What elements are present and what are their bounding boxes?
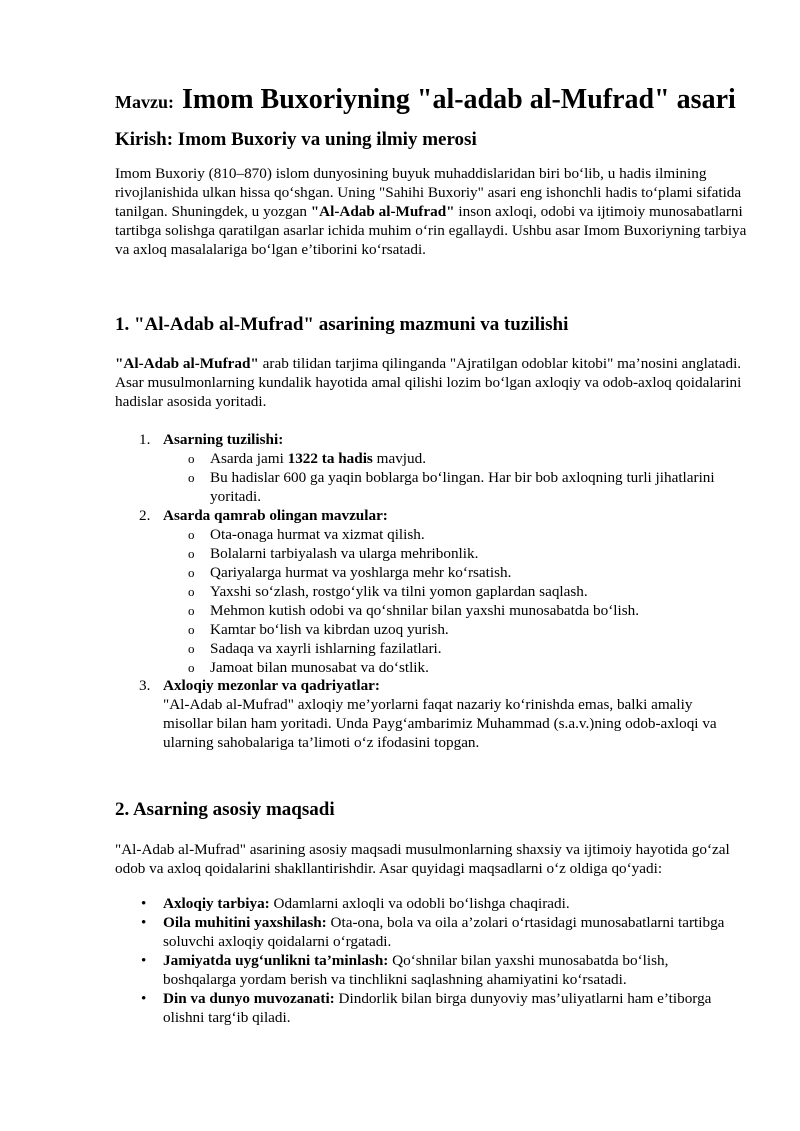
sub-list-item: o Bolalarni tarbiyalash va ularga mehribonlik. (188, 545, 479, 562)
sub-list-item: o Bu hadislar 600 ga yaqin boblarga bo‘lingan. Har bir bob axloqning turli jihatlarini yoritadi. (188, 469, 715, 505)
bullet-item: • Din va dunyo muvozanati: Dindorlik bilan birga dunyoviy mas’uliyatlarni ham e’tiborga olishni targ‘ib qiladi. (141, 990, 712, 1026)
intro-heading: Kirish: Imom Buxoriy va uning ilmiy merosi (115, 129, 477, 150)
document-title (115, 79, 736, 116)
sub-list-item: o Kamtar bo‘lish va kibrdan uzoq yurish. (188, 621, 449, 638)
sub-list-item: o Jamoat bilan munosabat va do‘stlik. (188, 659, 429, 676)
bullet-item: • Jamiyatda uyg‘unlikni ta’minlash: Qo‘shnilar bilan yaxshi munosabatda bo‘lish, boshqalarga yordam berish va tinchlikni saqlashning ahamiyatini ko‘rsatadi. (141, 952, 669, 988)
sub-list-item: o Sadaqa va xayrli ishlarning fazilatlari. (188, 640, 442, 657)
section2-paragraph: "Al-Adab al-Mufrad" asarining asosiy maqsadi musulmonlarning shaxsiy va ijtimoiy hayotida go‘zal odob va axloq qoidalarini shakllantirishdir. Asar quyidagi maqsadlarni o‘z oldiga qo‘yadi: (115, 841, 730, 877)
section1-heading: 1. "Al-Adab al-Mufrad" asarining mazmuni va tuzilishi (115, 314, 569, 335)
list-item: 3. Axloqiy mezonlar va qadriyatlar: "Al-Adab al-Mufrad" axloqiy me’yorlarni faqat nazariy ko‘rinishda emas, balki amaliy misollar bilan ham yoritadi. Unda Payg‘ambarimiz Muhammad (s.a.v.)ning odob-axloqi va ularning sahobalariga ta’limoti o‘z ifodasini topgan. (139, 677, 717, 751)
title-label: Mavzu: (115, 92, 174, 112)
sub-list-item: o Yaxshi so‘zlash, rostgo‘ylik va tilni yomon gaplardan saqlash. (188, 583, 588, 600)
bullet-item: • Axloqiy tarbiya: Odamlarni axloqli va odobli bo‘lishga chaqiradi. (141, 895, 570, 912)
intro-paragraph: Imom Buxoriy (810–870) islom dunyosining buyuk muhaddislaridan biri bo‘lib, u hadis ilmining rivojlanishida ulkan hissa qo‘shgan. Uning "Sahihi Buxoriy" asari eng ishonchli hadis to‘plami sifatida tanilgan. Shuningdek, u yozgan "Al-Adab al-Mufrad" inson axloqi, odobi va ijtimoiy munosabatlarni tartibga solishga qaratilgan asarlar ichida muhim o‘rin egallaydi. Ushbu asar Imom Buxoriyning tarbiya va axloq masalalariga bo‘lgan e’tiborini ko‘rsatadi. (115, 165, 747, 258)
section2-heading: 2. Asarning asosiy maqsadi (115, 799, 335, 820)
section1-paragraph: "Al-Adab al-Mufrad" arab tilidan tarjima qilinganda "Ajratilgan odoblar kitobi" ma’nosini anglatadi. Asar musulmonlarning kundalik hayotida amal qilishi lozim bo‘lgan axloqiy va odob-axloq qoidalarini hadislar asosida yoritadi. (115, 355, 742, 410)
sub-list-item: o Mehmon kutish odobi va qo‘shnilar bilan yaxshi munosabatda bo‘lish. (188, 602, 639, 619)
list-item: 2. Asarda qamrab olingan mavzular: (139, 507, 388, 524)
sub-list-item: o Qariyalarga hurmat va yoshlarga mehr ko‘rsatish. (188, 564, 512, 581)
bullet-item: • Oila muhitini yaxshilash: Ota-ona, bola va oila a’zolari o‘rtasidagi munosabatlarni tartibga soluvchi axloqiy qoidalarni o‘rgatadi. (141, 914, 725, 950)
sub-list-item: o Ota-onaga hurmat va xizmat qilish. (188, 526, 425, 543)
title-text: Imom Buxoriyning "al-adab al-Mufrad" asari (181, 84, 736, 115)
sub-list-item: o Asarda jami 1322 ta hadis mavjud. (188, 450, 427, 467)
list-item: 1. Asarning tuzilishi: (139, 431, 284, 448)
